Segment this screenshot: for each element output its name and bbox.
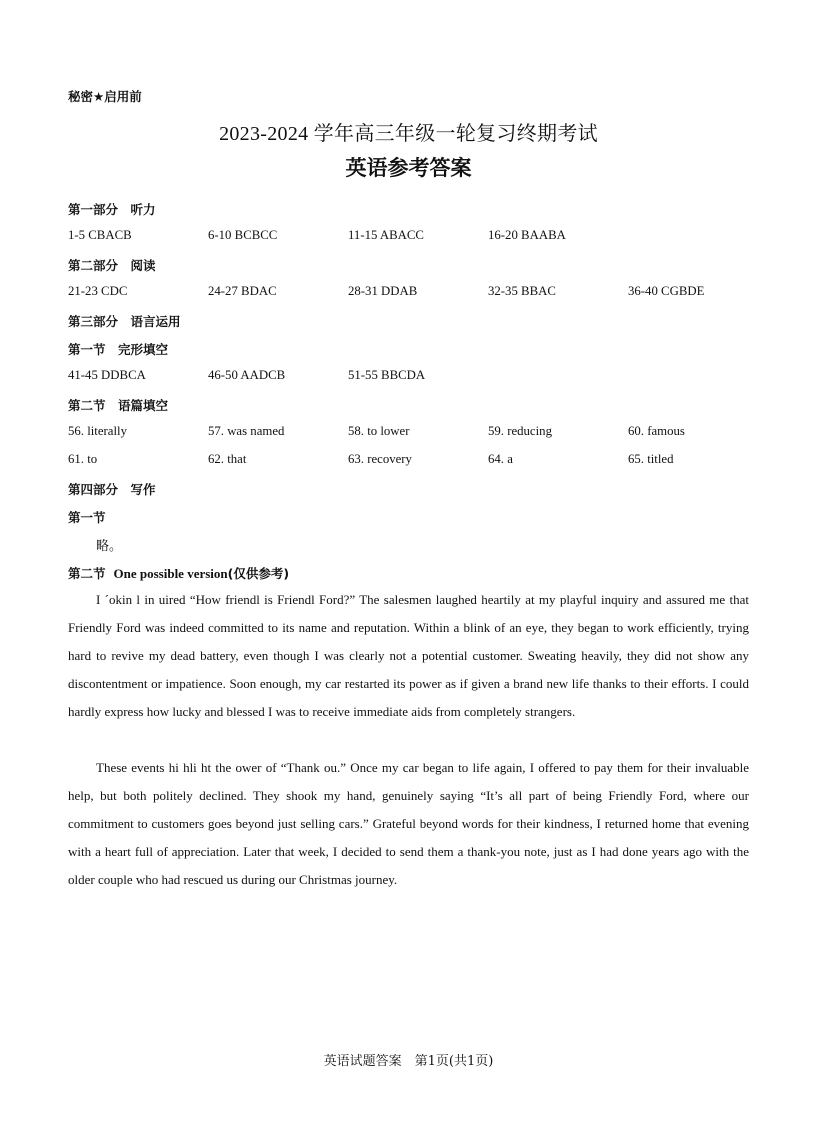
answer-item: 65. titled bbox=[628, 452, 674, 466]
answer-item: 32-35 BBAC bbox=[488, 284, 556, 298]
version-note: (仅供参考) bbox=[227, 566, 290, 581]
essay-paragraph-1: I ´okin l in uired “How friendl is Friendl Ford?” The salesmen laughed heartily at my playful inquiry and assured me that Friendly Ford was indeed committed to its name and reputation. Within a blink of an eye, they began to work efficiently, trying hard to revive my dead battery, even though I was clearly not a potential customer. Sweating heavily, they did not show any discontentment or impatience. Soon enough, my car restarted its power as if given a brand new life thanks to their efforts. I could hardly express how lucky and blessed I was to receive immediate aids from completely strangers. bbox=[68, 592, 749, 719]
confidential-label: 秘密★启用前 bbox=[68, 89, 142, 104]
answer-item: 60. famous bbox=[628, 424, 685, 438]
exam-title: 2023-2024 学年高三年级一轮复习终期考试 bbox=[219, 123, 598, 145]
answer-item: 59. reducing bbox=[488, 424, 552, 438]
essay-paragraph-2: These events hi hli ht the ower of “Thank ou.” Once my car began to life again, I offered to pay them for their invaluable help, but both politely declined. They shook my hand, genuinely saying “It’s all part of being Friendly Ford, where our commitment to customers goes beyond just selling cars.” Grateful beyond words for their kindness, I returned home that evening with a heart full of appreciation. Later that week, I decided to send them a thank-you note, just as I had done years ago with the older couple who had rescued us during our Christmas journey. bbox=[68, 760, 749, 887]
page-footer: 英语试题答案 第1页(共1页) bbox=[323, 1054, 494, 1069]
answer-item: 36-40 CGBDE bbox=[628, 284, 705, 298]
answer-item: 61. to bbox=[68, 452, 98, 466]
part3-heading: 第三部分 语言运用 bbox=[68, 314, 181, 329]
answer-item: 21-23 CDC bbox=[68, 284, 128, 298]
answer-item: 62. that bbox=[208, 452, 247, 466]
part3-section2-heading: 第二节 语篇填空 bbox=[68, 398, 169, 413]
answer-item: 6-10 BCBCC bbox=[208, 228, 278, 242]
answer-item: 11-15 ABACC bbox=[348, 228, 424, 242]
part3-section1-heading: 第一节 完形填空 bbox=[68, 342, 169, 357]
answer-item: 28-31 DDAB bbox=[348, 284, 418, 298]
answer-item: 57. was named bbox=[208, 424, 285, 438]
part1-heading: 第一部分 听力 bbox=[68, 202, 156, 217]
answer-item: 64. a bbox=[488, 452, 513, 466]
version-label: One possible version bbox=[113, 566, 228, 581]
page-title: 英语参考答案 bbox=[345, 156, 472, 180]
part4-section1-heading: 第一节 bbox=[68, 510, 106, 525]
answer-item: 16-20 BAABA bbox=[488, 228, 566, 242]
answer-item: 56. literally bbox=[68, 424, 127, 438]
answer-item: 24-27 BDAC bbox=[208, 284, 277, 298]
part2-heading: 第二部分 阅读 bbox=[68, 258, 156, 273]
answer-item: 51-55 BBCDA bbox=[348, 368, 426, 382]
answer-item: 58. to lower bbox=[348, 424, 410, 438]
part4-section2-heading bbox=[68, 564, 289, 582]
section2-label: 第二节 bbox=[68, 566, 106, 581]
answer-item: 46-50 AADCB bbox=[208, 368, 286, 382]
part4-heading: 第四部分 写作 bbox=[68, 482, 156, 497]
answer-item: 41-45 DDBCA bbox=[68, 368, 146, 382]
answer-item: 63. recovery bbox=[348, 452, 412, 466]
answer-item: 1-5 CBACB bbox=[68, 228, 132, 242]
omitted-note: 略。 bbox=[96, 539, 123, 554]
